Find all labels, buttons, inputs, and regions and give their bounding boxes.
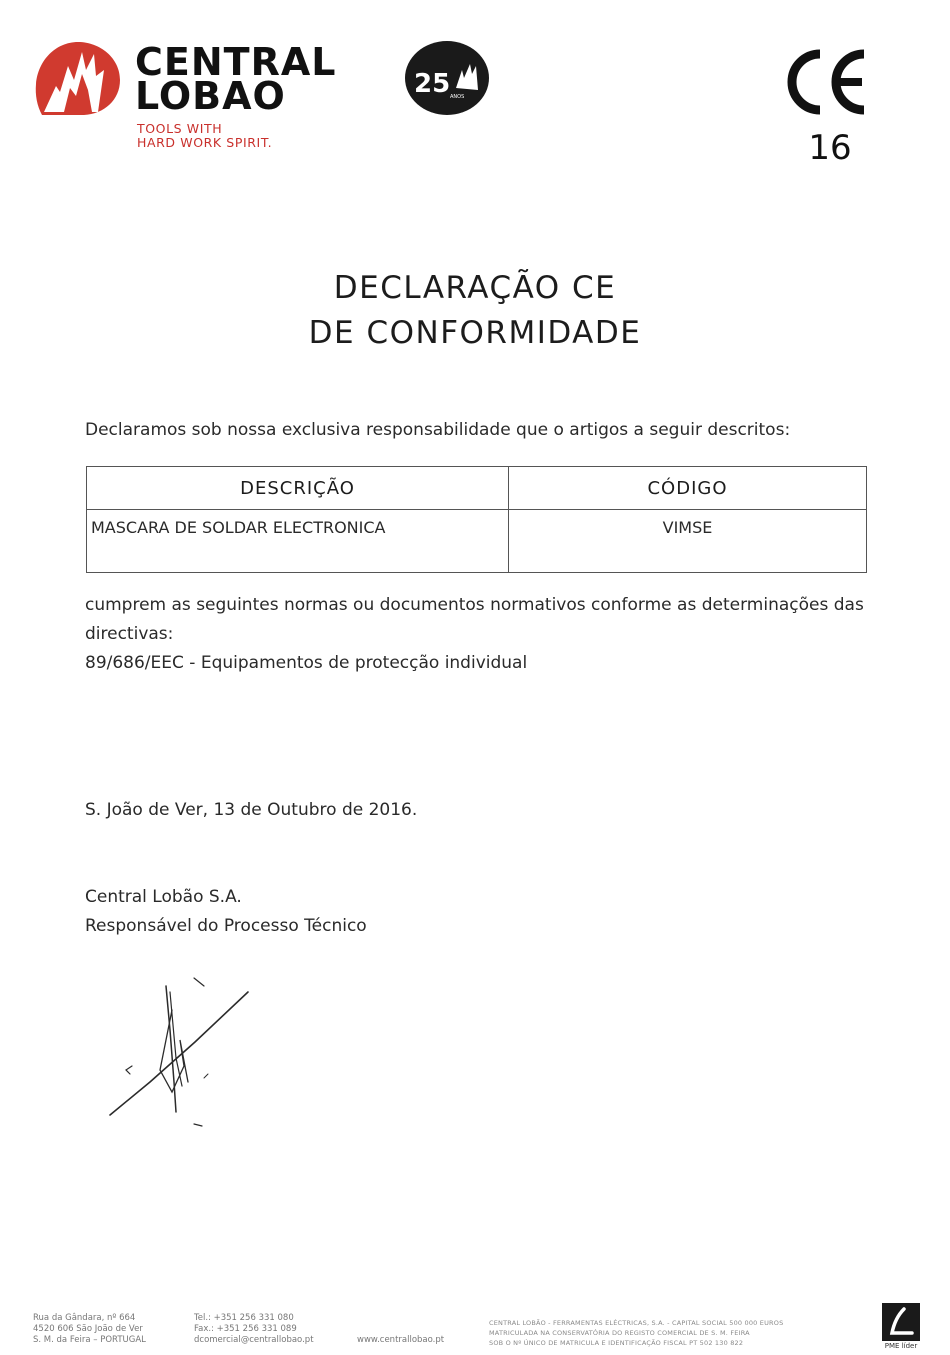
anniversary-word: ANOS xyxy=(450,94,465,100)
footer-address-line: S. M. da Feira – PORTUGAL xyxy=(33,1335,146,1345)
table-header-row xyxy=(87,467,867,510)
brand-tagline-line1: TOOLS WITH xyxy=(137,121,223,136)
brand-tagline-line2: HARD WORK SPIRIT. xyxy=(137,135,273,150)
directive-reference: 89/686/EEC - Equipamentos de protecção individual xyxy=(85,653,528,673)
brand-name-line2: LOBAO xyxy=(135,74,286,118)
pme-lider-label: PME líder xyxy=(884,1342,918,1350)
signatory-company: Central Lobão S.A. xyxy=(85,887,242,907)
document-title-line2: DE CONFORMIDADE xyxy=(308,315,642,351)
footer-address-line: Rua da Gândara, nº 664 xyxy=(33,1313,136,1323)
footer-fax: Fax.: +351 256 331 089 xyxy=(194,1324,297,1334)
footer-address-line: 4520 606 São João de Ver xyxy=(33,1324,143,1334)
footer-legal xyxy=(489,1318,783,1348)
table-row xyxy=(87,510,867,573)
intro-statement: Declaramos sob nossa exclusiva responsabilidade que o artigos a seguir descritos: xyxy=(85,420,791,440)
footer-contact xyxy=(194,1313,314,1346)
anniversary-number: 25 xyxy=(414,69,451,99)
anniversary-badge-icon xyxy=(404,40,490,116)
handwritten-signature xyxy=(100,970,260,1130)
footer-address xyxy=(33,1313,146,1346)
product-code-cell: VIMSE xyxy=(509,510,867,573)
column-header-code: CÓDIGO xyxy=(509,467,867,510)
footer-website-link[interactable]: www.centrallobao.pt xyxy=(357,1335,445,1345)
document-title-line1: DECLARAÇÃO CE xyxy=(333,270,617,306)
ce-mark-icon xyxy=(782,46,872,118)
product-table xyxy=(86,466,867,573)
footer-legal-line: MATRICULADA NA CONSERVATÓRIA DO REGISTO COMERCIAL DE S. M. FEIRA xyxy=(489,1329,750,1337)
place-and-date: S. João de Ver, 13 de Outubro de 2016. xyxy=(85,800,418,820)
brand-name-line1: CENTRAL xyxy=(135,40,337,84)
footer-legal-line: SOB O Nº ÚNICO DE MATRICULA E IDENTIFICAÇÃO FISCAL PT 502 130 822 xyxy=(489,1339,744,1347)
central-lobao-logo-icon xyxy=(34,40,122,116)
signatory-role: Responsável do Processo Técnico xyxy=(85,916,367,936)
footer-legal-line: CENTRAL LOBÃO - FERRAMENTAS ELÉCTRICAS, S.A. - CAPITAL SOCIAL 500 000 EUROS xyxy=(489,1319,784,1327)
norms-statement: cumprem as seguintes normas ou documentos normativos conforme as determinações das directivas: xyxy=(85,595,864,644)
column-header-description: DESCRIÇÃO xyxy=(87,467,509,510)
product-description-cell: MASCARA DE SOLDAR ELECTRONICA xyxy=(87,510,509,573)
footer-email-link[interactable]: dcomercial@centrallobao.pt xyxy=(194,1335,314,1345)
pme-lider-logo-icon xyxy=(882,1303,920,1341)
footer-phone: Tel.: +351 256 331 080 xyxy=(194,1313,294,1323)
notified-body-number: 16 xyxy=(808,128,852,168)
